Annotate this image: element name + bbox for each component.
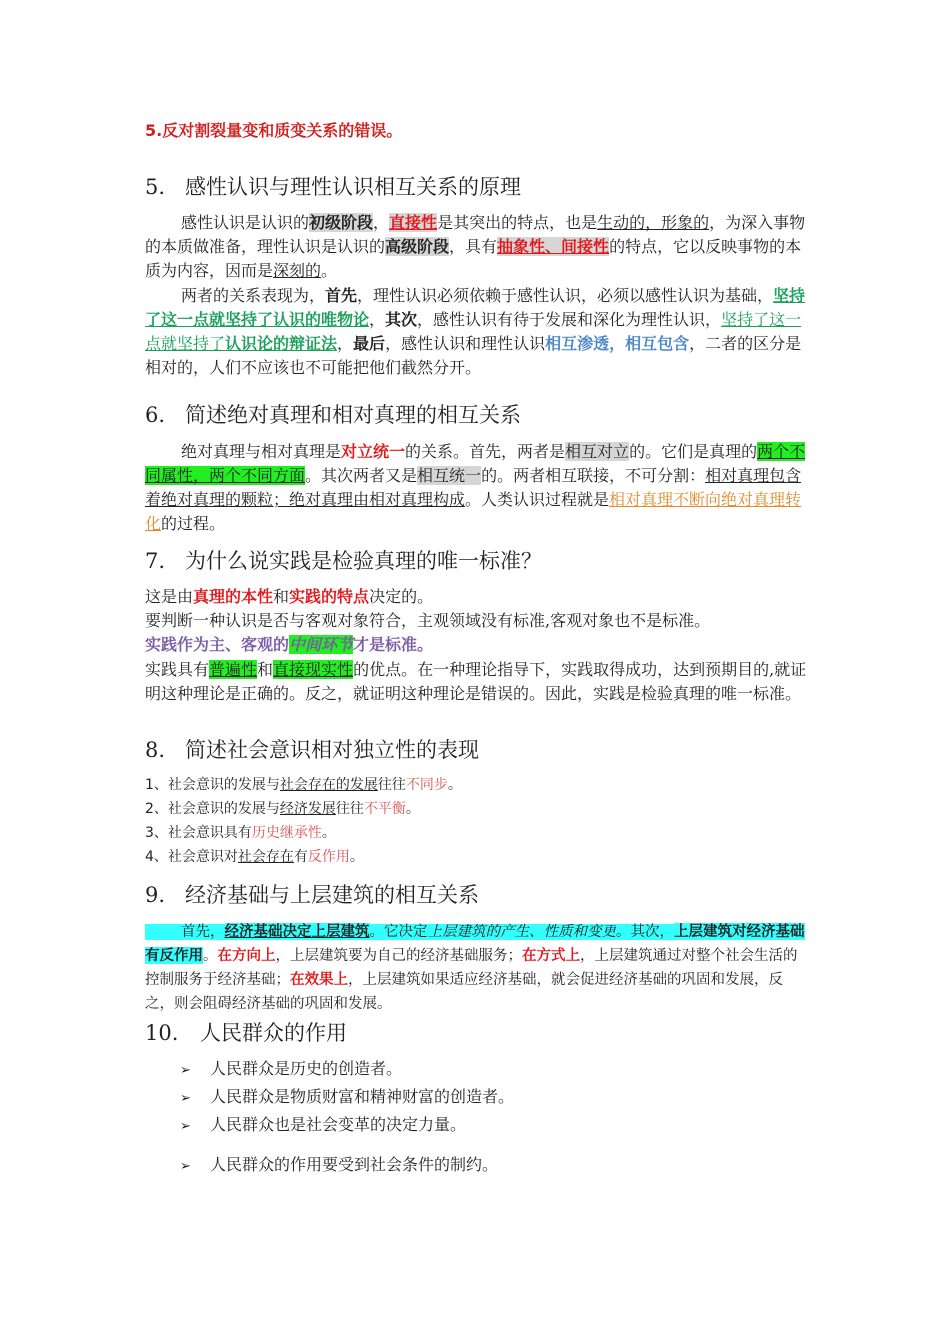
arrow-bullet-icon: ➢ (180, 1091, 191, 1106)
list-item: 1、社会意识的发展与社会存在的发展往往不同步。 (145, 777, 462, 793)
section-8-list (145, 773, 462, 869)
arrow-bullet-icon: ➢ (180, 1063, 191, 1078)
section-5-paragraph-2: 两者的关系表现为，首先，理性认识必须依赖于感性认识，必须以感性认识为基础，坚持了这一点就坚持了认识的唯物论，其次，感性认识有待于发展和深化为理性认识，坚持了这一点就坚持了认识论的辩证法，最后，感性认识和理性认识相互渗透，相互包含，二者的区分是相对的，人们不应该也不可能把他们截然分开。 (145, 286, 806, 377)
section-6-heading: 6. 简述绝对真理和相对真理的相互关系 (145, 403, 521, 427)
section-7-line-1: 这是由真理的本性和实践的特点决定的。 (145, 587, 434, 606)
list-item: ➢ 人民群众是历史的创造者。 (180, 1056, 514, 1084)
section-9-paragraph: 首先，经济基础决定上层建筑。它决定上层建筑的产生、性质和变更。其次，上层建筑对经济基础有反作用。在方向上，上层建筑要为自己的经济基础服务；在方式上，上层建筑通过对整个社会生活的控制服务于经济基础；在效果上，上层建筑如果适应经济基础，就会促进经济基础的巩固和发展，反之，则会阻碍经济基础的巩固和发展。 (145, 923, 805, 1012)
section-7-line-3: 实践作为主、客观的中间环节才是标准。 (145, 635, 434, 654)
section-8-heading: 8. 简述社会意识相对独立性的表现 (145, 738, 479, 762)
section-5-paragraph-1: 感性认识是认识的初级阶段，直接性是其突出的特点，也是生动的，形象的，为深入事物的本质做准备，理性认识是认识的高级阶段，具有抽象性、间接性的特点，它以反映事物的本质为内容，因而是深刻的。 (145, 213, 806, 280)
section-7-line-2: 要判断一种认识是否与客观对象符合，主观领域没有标准,客观对象也不是标准。 (145, 611, 711, 630)
arrow-bullet-icon: ➢ (180, 1159, 191, 1174)
section-5-heading: 5. 感性认识与理性认识相互关系的原理 (145, 175, 521, 199)
section-7-heading: 7. 为什么说实践是检验真理的唯一标准？ (145, 549, 542, 573)
list-item: ➢ 人民群众是物质财富和精神财富的创造者。 (180, 1084, 514, 1112)
list-item: ➢ 人民群众也是社会变革的决定力量。 (180, 1112, 514, 1140)
section-10-heading: 10. 人民群众的作用 (145, 1021, 347, 1045)
section-10-list (180, 1056, 514, 1180)
section-6-paragraph: 绝对真理与相对真理是对立统一的关系。首先，两者是相互对立的。它们是真理的两个不同属性，两个不同方面。其次两者又是相互统一的。两者相互联接，不可分割：相对真理包含着绝对真理的颗粒；绝对真理由相对真理构成。人类认识过程就是相对真理不断向绝对真理转化的过程。 (145, 442, 806, 533)
arrow-bullet-icon: ➢ (180, 1119, 191, 1134)
intro-item-5: 5.反对割裂量变和质变关系的错误。 (145, 121, 403, 140)
list-item: ➢ 人民群众的作用要受到社会条件的制约。 (180, 1152, 514, 1180)
list-item: 3、社会意识具有历史继承性。 (145, 825, 336, 841)
section-9-heading: 9. 经济基础与上层建筑的相互关系 (145, 883, 479, 907)
list-item: 4、社会意识对社会存在有反作用。 (145, 849, 364, 865)
section-7-paragraph: 实践具有普遍性和直接现实性的优点。在一种理论指导下，实践取得成功，达到预期目的,就证明这种理论是正确的。反之，就证明这种理论是错误的。因此，实践是检验真理的唯一标准。 (145, 660, 807, 703)
list-item: 2、社会意识的发展与经济发展往往不平衡。 (145, 801, 420, 817)
